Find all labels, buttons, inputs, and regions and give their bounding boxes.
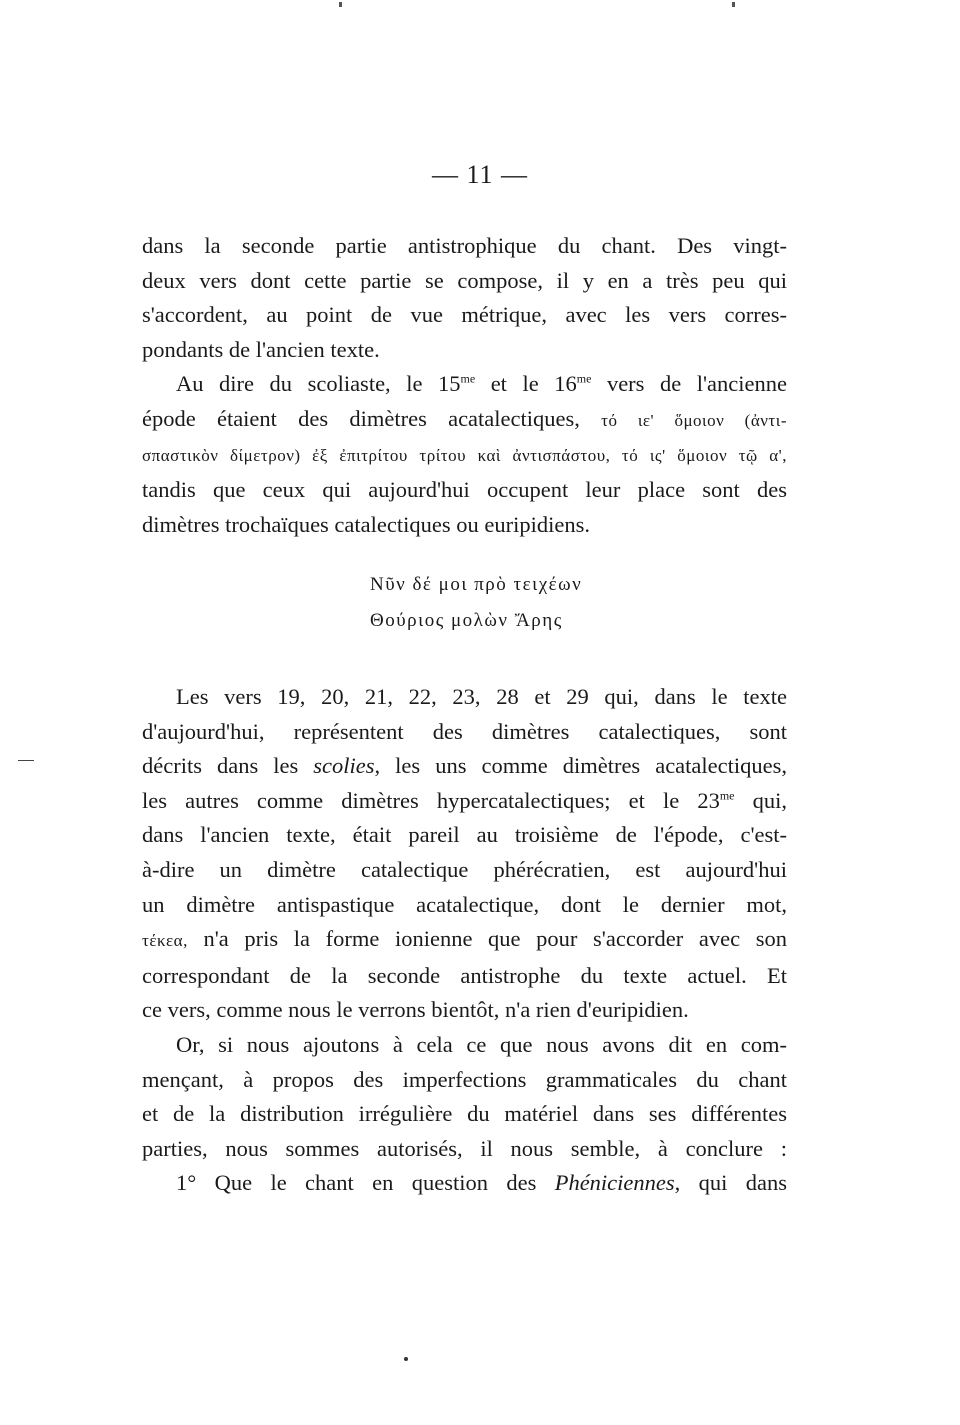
italic-title: Phéniciennes [554, 1170, 675, 1196]
text-line: dans l'ancien texte, était pareil au troisième de l'épode, c'est- [142, 822, 787, 848]
superscript: me [460, 371, 476, 386]
text-line: dans la seconde partie antistrophique du chant. Des vingt- [142, 233, 787, 258]
text-segment: décrits dans les [142, 753, 314, 779]
scan-dot [404, 1357, 408, 1361]
scan-mark-left [339, 2, 342, 7]
text-line: mençant, à propos des imperfections grammaticales du chant [142, 1066, 787, 1092]
text-line: tandis que ceux qui aujourd'hui occupent leur place sont des [142, 477, 787, 503]
text-line: correspondant de la seconde antistrophe du texte actuel. Et [142, 962, 787, 988]
text-line [142, 749, 787, 784]
text-segment: , les uns comme dimètres acatalectiques, [374, 753, 787, 779]
text-line: Or, si nous ajoutons à cela ce que nous avons dit en com- [176, 1031, 787, 1057]
text-line [142, 784, 787, 819]
text-segment: les autres comme dimètres hypercatalectiques; et le 23 [142, 787, 720, 813]
superscript: me [719, 788, 735, 803]
text-line: à-dire un dimètre catalectique phérécratien, est aujourd'hui [142, 856, 787, 882]
text-line [142, 402, 787, 439]
text-segment: vers de l'ancienne [591, 371, 787, 397]
text-line: pondants de l'ancien texte. [142, 336, 380, 362]
text-line: et de la distribution irrégulière du matériel dans ses différentes [142, 1101, 787, 1127]
text-line [142, 922, 787, 959]
text-line [142, 1166, 787, 1201]
text-line [142, 367, 787, 402]
text-line: ce vers, comme nous le verrons bientôt, n'a rien d'euripidien. [142, 997, 689, 1023]
scan-mark-right [732, 2, 735, 7]
greek-quotation-line: σπαστικὸν δίμετρον) ἐξ ἐπιτρίτου τρίτου καὶ ἀντισπάστου, τό ις' ὅμοιον τῷ α', [142, 445, 787, 465]
text-line: s'accordent, au point de vue métrique, avec les vers corres- [142, 302, 787, 328]
text-segment: épode étaient des dimètres acatalectiques, [142, 405, 580, 431]
italic-term: scolies [313, 753, 375, 779]
greek-word: τέκεα, [142, 931, 188, 951]
text-segment: et le 16 [475, 371, 577, 397]
greek-verse-line-1: Νῦν δέ μοι πρὸ τειχέων [370, 574, 583, 595]
margin-mark [18, 760, 34, 761]
text-line: un dimètre antispastique acatalectique, dont le dernier mot, [142, 891, 787, 917]
greek-quotation: τό ιε' ὅμοιον (ἀντι- [601, 410, 787, 430]
superscript: me [576, 371, 592, 386]
paragraph-2 [142, 680, 787, 1201]
page-number: — 11 — [431, 160, 529, 189]
text-segment: Au dire du scoliaste, le 15 [176, 371, 461, 397]
text-line: d'aujourd'hui, représentent des dimètres catalectiques, sont [142, 718, 787, 744]
greek-verse-line-2: Θούριος μολὼν Ἄρης [370, 610, 563, 631]
paragraph-1 [142, 229, 787, 542]
text-line: dimètres trochaïques catalectiques ou euripidiens. [142, 511, 590, 537]
text-segment: 1° Que le chant en question des [176, 1170, 555, 1196]
text-segment: , qui dans [674, 1170, 787, 1196]
text-line: Les vers 19, 20, 21, 22, 23, 28 et 29 qui, dans le texte [176, 684, 787, 709]
text-line: parties, nous sommes autorisés, il nous semble, à conclure : [142, 1135, 787, 1161]
text-segment: qui, [734, 787, 787, 813]
text-segment: n'a pris la forme ionienne que pour s'accorder avec son [187, 926, 787, 952]
text-line: deux vers dont cette partie se compose, il y en a très peu qui [142, 267, 787, 293]
